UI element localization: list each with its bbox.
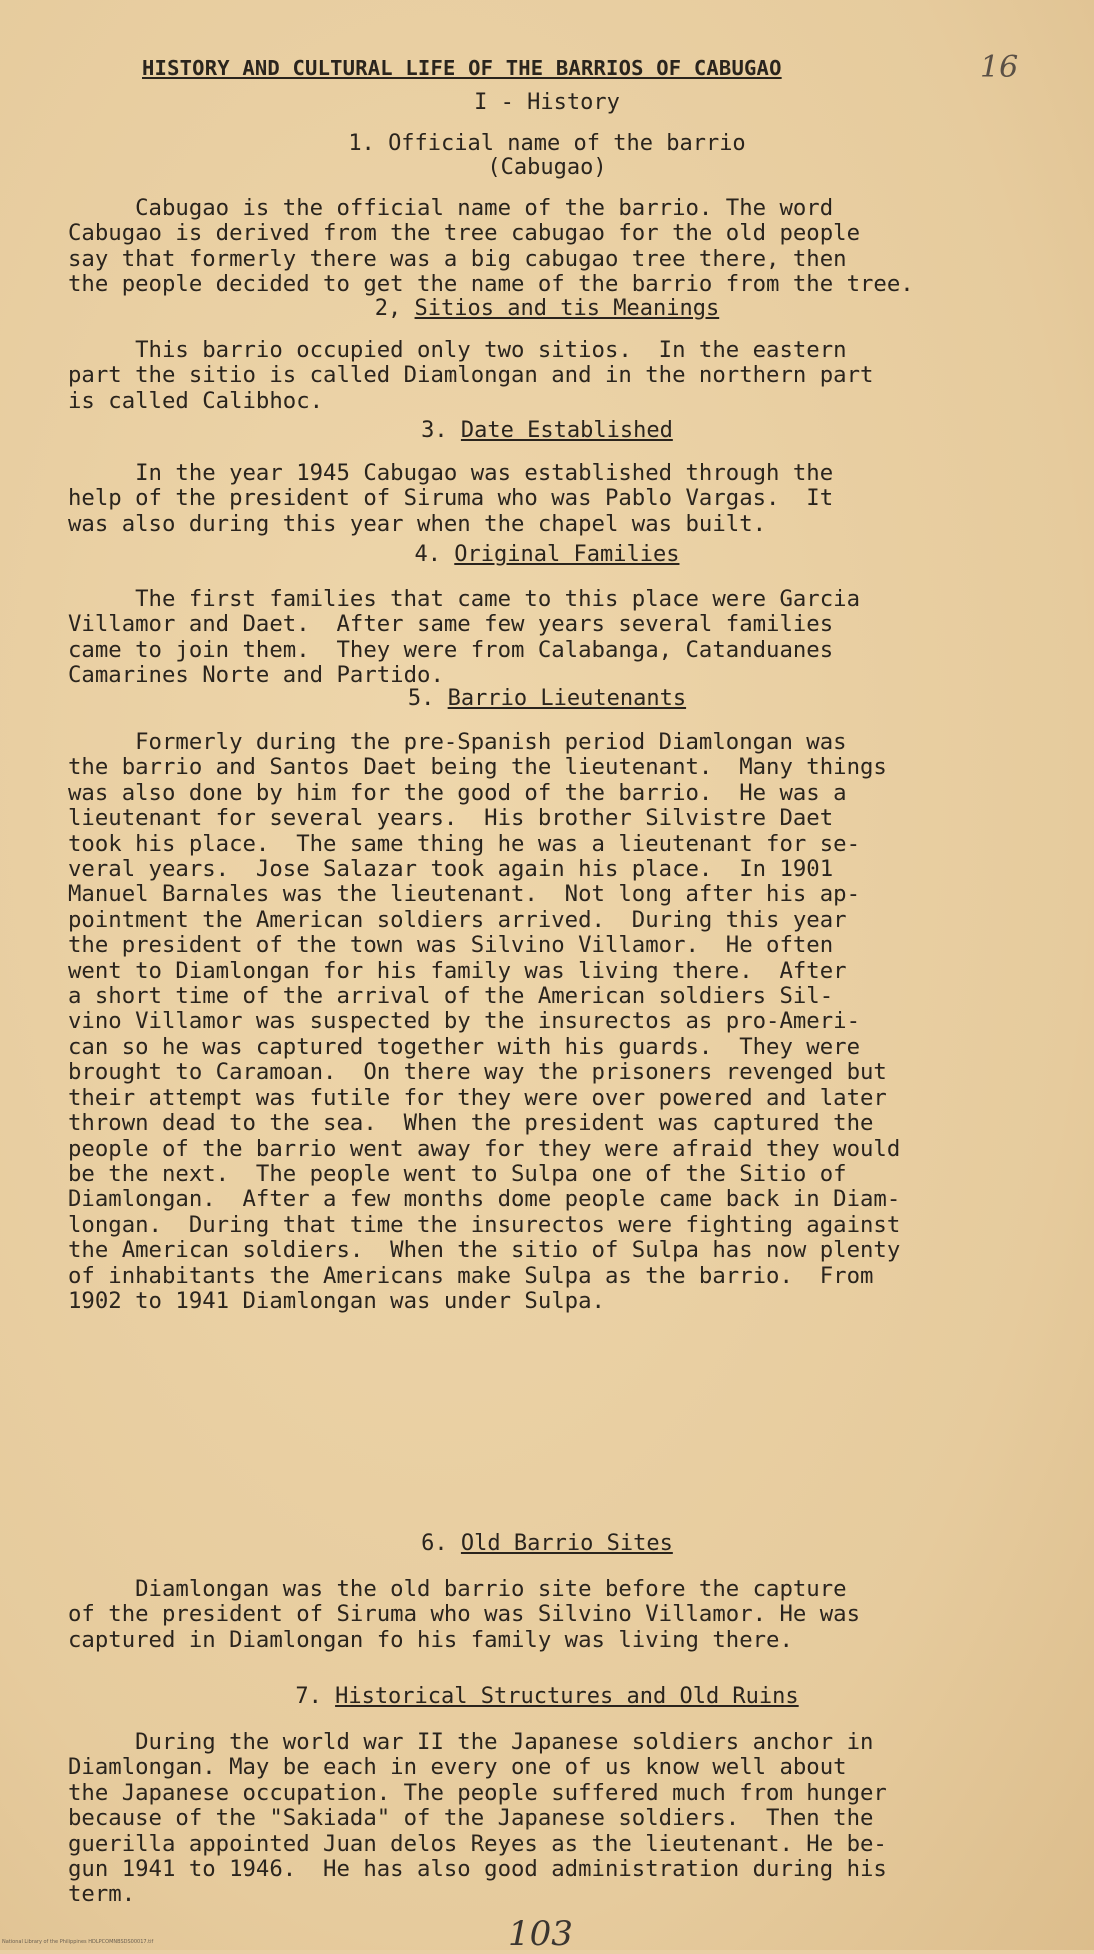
section-number: 7. bbox=[295, 1684, 322, 1709]
section-heading-3 bbox=[0, 418, 1094, 443]
section-title: Original Families bbox=[454, 542, 680, 567]
section-heading-7 bbox=[0, 1684, 1094, 1709]
section-body-7: During the world war II the Japanese soldiers anchor in Diamlongan. May be each in every one of us know well about the Japanese occupation. The people suffered much from hunger because of the "Sakiada" of the Japanese soldiers. Then the guerilla appointed Juan delos Reyes as the lieutenant. He be- gun 1941 to 1946. He has also good administration during his term. bbox=[68, 1729, 887, 1908]
handwritten-page-number: 103 bbox=[508, 1914, 573, 1954]
section-body-5: Formerly during the pre-Spanish period Diamlongan was the barrio and Santos Daet being the lieutenant. Many things was also done by him for the good of the barrio. He was a lieutenant for several years. His brother Silvistre Daet took his place. The same thing he was a lieutenant for se- veral years. Jose Salazar took again his place. In 1901 Manuel Barnales was the lieutenant. Not long after his ap- pointment the American soldiers arrived. During this year the president of the town was Silvino Villamor. He often went to Diamlongan for his family was living there. After a short time of the arrival of the American soldiers Sil- vino Villamor was suspected by the insurectos as pro-Ameri- can so he was captured together with his guards. They were brought to Caramoan. On there way the prisoners revenged but their attempt was futile for they were over powered and later thrown dead to the sea. When the president was captured the people of the barrio went away for they were afraid they would be the next. The people went to Sulpa one of the Sitio of Diamlongan. After a few months dome people came back in Diam- longan. During that time the insurectos were fighting against the American soldiers. When the sitio of Sulpa has now plenty of inhabitants the Americans make Sulpa as the barrio. From 1902 to 1941 Diamlongan was under Sulpa. bbox=[68, 729, 901, 1314]
section-heading-1 bbox=[0, 131, 1094, 156]
section-body-1: Cabugao is the official name of the barrio. The word Cabugao is derived from the tree cabugao for the old people say that formerly there was a big cabugao tree there, then the people decided to get the name of the barrio from the tree. bbox=[68, 195, 914, 298]
section-heading-2 bbox=[0, 296, 1094, 321]
section-body-4: The first families that came to this place were Garcia Villamor and Daet. After same few years several families came to join them. They were from Calabanga, Catanduanes Camarines Norte and Partido. bbox=[68, 586, 861, 689]
handwritten-page-mark: 16 bbox=[980, 50, 1019, 85]
section-title: Historical Structures and Old Ruins bbox=[335, 1684, 799, 1709]
section-number: 5. bbox=[407, 686, 435, 711]
section-number: 4. bbox=[414, 542, 442, 567]
section-subtitle-1: (Cabugao) bbox=[487, 155, 607, 180]
section-number: 6. bbox=[421, 1531, 448, 1556]
section-number: 3. bbox=[421, 418, 448, 443]
section-heading-4 bbox=[0, 542, 1094, 567]
section-title: Barrio Lieutenants bbox=[447, 686, 687, 711]
section-title: Date Established bbox=[460, 418, 673, 443]
section-title: Official name of the barrio bbox=[388, 131, 746, 156]
document-title: HISTORY AND CULTURAL LIFE OF THE BARRIOS OF CABUGAO bbox=[142, 56, 782, 80]
section-title: Old Barrio Sites bbox=[460, 1531, 673, 1556]
archive-footer: National Library of the Philippines HDLPCOMNBSDS00017.tif bbox=[2, 1939, 154, 1945]
section-body-2: This barrio occupied only two sitios. In the eastern part the sitio is called Diamlongan and in the northern part is called Calibhoc. bbox=[68, 337, 874, 414]
section-title: Sitios and tis Meanings bbox=[414, 296, 720, 321]
section-heading-5 bbox=[0, 686, 1094, 711]
section-body-6: Diamlongan was the old barrio site before the capture of the president of Siruma who was Silvino Villamor. He was captured in Diamlongan fo his family was living there. bbox=[68, 1576, 861, 1653]
section-heading-6 bbox=[0, 1531, 1094, 1556]
part-heading: I - History bbox=[474, 90, 620, 115]
section-body-3: In the year 1945 Cabugao was established through the help of the president of Siruma who was Pablo Vargas. It was also during this year when the chapel was built. bbox=[68, 460, 834, 537]
section-number: 1. bbox=[348, 131, 375, 156]
section-number: 2, bbox=[374, 296, 402, 321]
